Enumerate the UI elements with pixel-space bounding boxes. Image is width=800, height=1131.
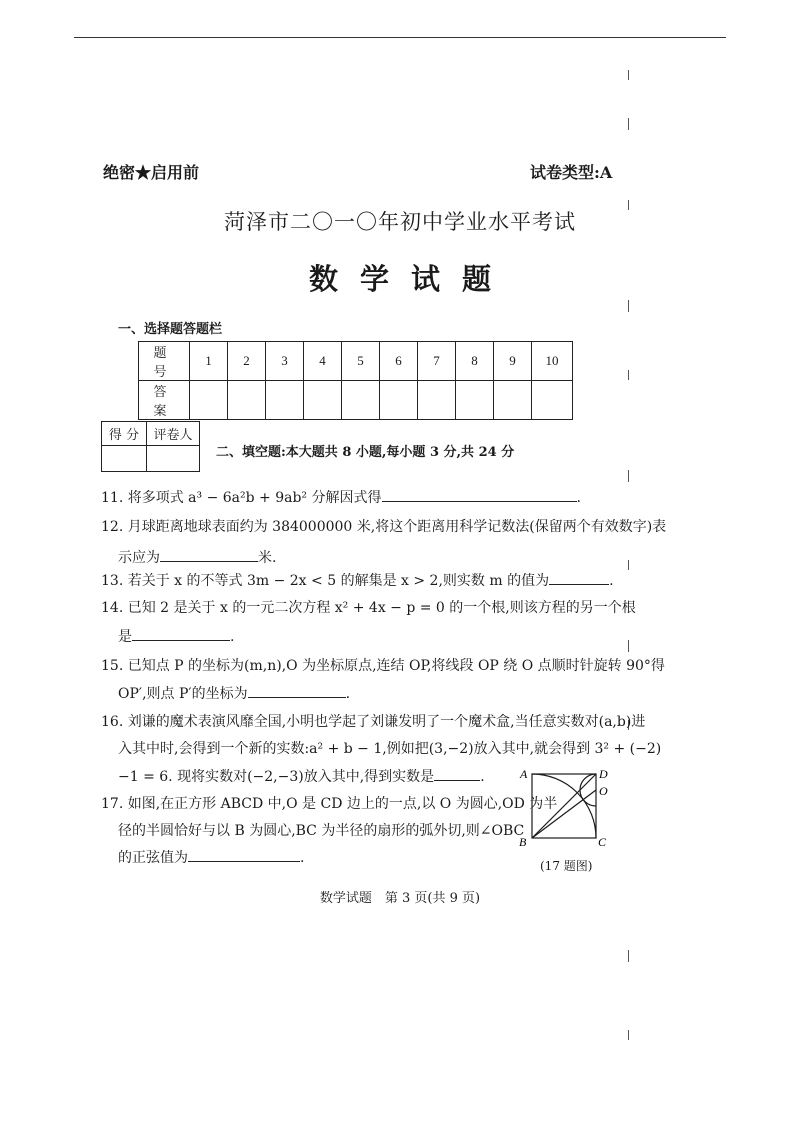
question-text: −1 = 6. 现将实数对(−2,−3)放入其中,得到实数是 [118,769,435,785]
question-number-label: 题 号 [139,342,190,381]
question-text: . [576,490,581,506]
answer-blank[interactable] [549,570,609,585]
question-number-cell: 4 [304,342,342,381]
question-16: 16. 刘谦的魔术表演风靡全国,小明也学起了刘谦发明了一个魔术盒,当任意实数对(a,b)进 [101,714,646,730]
answer-cell[interactable] [494,381,532,420]
question-15: 15. 已知点 P 的坐标为(m,n),O 为坐标原点,连结 OP,将线段 OP 绕 O 点顺时针旋转 90°得 [101,658,665,674]
margin-mark [628,640,629,652]
question-12: 12. 月球距离地球表面约为 384000000 米,将这个距离用科学记数法(保留两个有效数字)表 [101,519,667,535]
answer-cell[interactable] [228,381,266,420]
question-text: . [480,769,485,785]
answer-grid [138,341,573,420]
answer-blank[interactable] [132,626,230,641]
margin-mark [628,560,629,570]
margin-mark [628,470,629,482]
grader-cell[interactable] [147,446,200,472]
label-d: D [599,767,608,781]
question-text: . [609,573,614,589]
answer-grid-number-row [139,342,573,381]
question-17-line2: 径的半圆恰好与以 B 为圆心,BC 为半径的扇形的弧外切,则∠OBC [118,823,525,839]
margin-mark [628,1030,629,1040]
top-rule [74,37,726,38]
question-text: 米. [258,550,277,566]
question-12-cont [118,547,276,568]
grader-label: 评卷人 [147,422,200,446]
label-a: A [520,767,528,781]
question-text: . [300,850,305,866]
score-label: 得 分 [102,422,147,446]
label-b: B [519,835,527,849]
question-15-cont [118,683,350,704]
margin-mark [628,370,629,380]
question-text: 的正弦值为 [118,850,188,866]
answer-label: 答 案 [139,381,190,420]
confidential-label: 绝密★启用前 [103,163,200,182]
question-text: . [230,629,235,645]
question-text: 示应为 [118,550,160,566]
answer-cell[interactable] [532,381,573,420]
section2-heading: 二、填空题:本大题共 8 小题,每小题 3 分,共 24 分 [216,445,515,460]
question-11 [101,487,581,508]
question-17-cont [118,847,304,868]
question-number-cell: 10 [532,342,573,381]
exam-subtitle: 菏泽市二〇一〇年初中学业水平考试 [224,210,576,234]
label-c: C [598,835,607,849]
answer-cell[interactable] [304,381,342,420]
answer-blank[interactable] [382,487,577,502]
answer-cell[interactable] [190,381,228,420]
question-number-cell: 1 [190,342,228,381]
question-16-cont [118,766,485,787]
question-number-cell: 8 [456,342,494,381]
page-footer: 数学试题 第 3 页(共 9 页) [319,891,481,906]
question-number-cell: 5 [342,342,380,381]
question-16-line2: 入其中时,会得到一个新的实数:a² + b − 1,例如把(3,−2)放入其中,就会得到 3² + (−2) [118,741,662,757]
answer-cell[interactable] [266,381,304,420]
score-cell[interactable] [102,446,147,472]
question-14-cont [118,626,234,647]
section1-heading: 一、选择题答题栏 [118,322,223,337]
margin-mark [628,70,629,80]
question-text: 11. 将多项式 a³ − 6a²b + 9ab² 分解因式得 [101,490,382,506]
question-text: 是 [118,629,132,645]
question-number-cell: 3 [266,342,304,381]
segment-bo [532,790,596,838]
geometry-figure [510,764,620,856]
margin-mark [628,300,629,312]
question-number-cell: 2 [228,342,266,381]
question-text: OP′,则点 P′的坐标为 [118,686,248,702]
question-number-cell: 9 [494,342,532,381]
question-17: 17. 如图,在正方形 ABCD 中,O 是 CD 边上的一点,以 O 为圆心,OD 为半 [101,796,558,812]
margin-mark [628,118,629,130]
question-14: 14. 已知 2 是关于 x 的一元二次方程 x² + 4x − p = 0 的一个根,则该方程的另一个根 [101,600,636,616]
answer-cell[interactable] [456,381,494,420]
label-o: O [599,784,608,798]
answer-blank[interactable] [160,547,258,562]
answer-grid-answer-row [139,381,573,420]
answer-blank[interactable] [248,683,346,698]
answer-cell[interactable] [342,381,380,420]
answer-blank[interactable] [188,847,300,862]
question-number-cell: 7 [418,342,456,381]
answer-blank[interactable] [434,766,480,781]
answer-cell[interactable] [418,381,456,420]
semicircle-arc [580,774,596,806]
score-box [101,421,200,472]
question-13 [101,570,614,591]
question-number-cell: 6 [380,342,418,381]
question-text: 13. 若关于 x 的不等式 3m − 2x < 5 的解集是 x > 2,则实数 m 的值为 [101,573,550,589]
figure-caption: (17 题图) [540,859,593,873]
margin-mark [628,950,629,962]
diagonal-bd [532,774,596,838]
paper-type-label: 试卷类型:A [530,163,613,182]
question-text: . [345,686,351,702]
exam-title: 数学试题 [308,262,513,296]
answer-cell[interactable] [380,381,418,420]
